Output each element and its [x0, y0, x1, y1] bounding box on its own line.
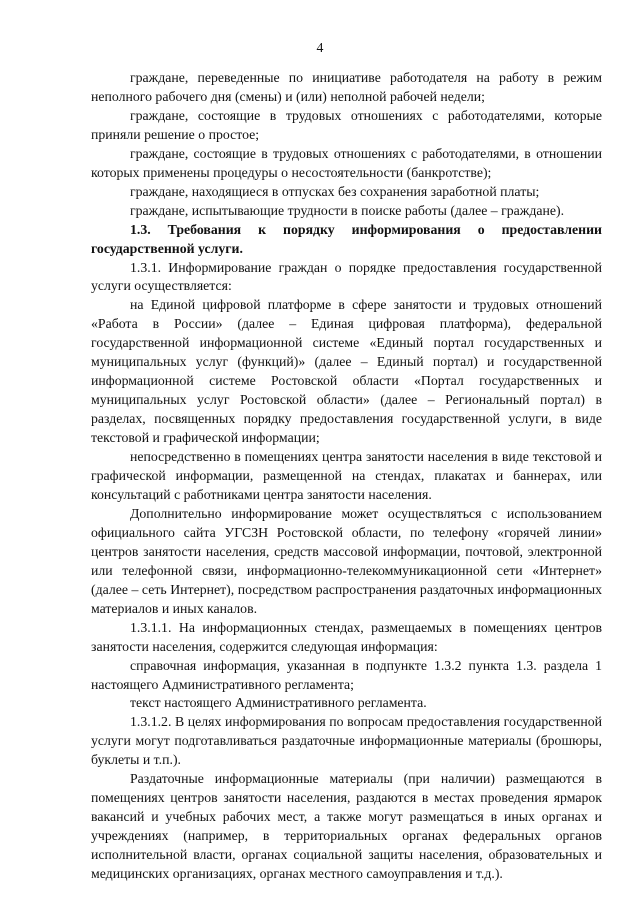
paragraph-8: на Единой цифровой платформе в сфере занятости и трудовых отношений «Работа в России» (далее – Единая цифровая платформа), федеральной государственной информационной системе «Единый портал государственных и муниципальных услуг (функций)» (далее – Единый портал) и государственной информационной системе Ростовской области «Портал государственных и муниципальных услуг Ростовской области» (далее – Региональный портал) в разделах, посвященных порядку предоставления государственной услуги, в виде текстовой и графической информации; — [91, 297, 602, 446]
paragraph-2: граждане, состоящие в трудовых отношениях с работодателями, которые приняли решение о простое; — [91, 107, 602, 142]
paragraph-3: граждане, состоящие в трудовых отношениях с работодателями, в отношении которых применены процедуры о несостоятельности (банкротстве); — [91, 145, 602, 180]
paragraph-12: справочная информация, указанная в подпункте 1.3.2 пункта 1.3. раздела 1 настоящего Административного регламента; — [91, 657, 602, 692]
paragraph-9: непосредственно в помещениях центра занятости населения в виде текстовой и графической информации, размещенной на стендах, плакатах и баннерах, или консультаций с работниками центра занятости населения. — [91, 449, 602, 502]
paragraph-11: 1.3.1.1. На информационных стендах, размещаемых в помещениях центров занятости населения, содержится следующая информация: — [91, 619, 602, 654]
paragraph-15: Раздаточные информационные материалы (при наличии) размещаются в помещениях центров занятости населения, раздаются в местах проведения ярмарок вакансий и учебных рабочих мест, а также могут размещаться в иных органах и учреждениях (например, в территориальных органах федеральных органов исполнительной власти, органах социальной защиты населения, образовательных и медицинских организациях, органах местного самоуправления и т.д.). — [91, 771, 602, 882]
paragraph-10: Дополнительно информирование может осуществляться с использованием официального сайта УГСЗН Ростовской области, по телефону «горячей линии» центров занятости населения, средств массовой информации, почтовой, электронной или телефонной связи, информационно-телекоммуникационной сети «Интернет» (далее – сеть Интернет), посредством распространения раздаточных информационных материалов и иных каналов. — [91, 505, 602, 616]
document-body — [91, 69, 602, 884]
paragraph-1: граждане, переведенные по инициативе работодателя на работу в режим неполного рабочего дня (смены) и (или) неполной рабочей недели; — [91, 70, 602, 104]
page-number: 4 — [316, 40, 324, 55]
paragraph-5: граждане, испытывающие трудности в поиске работы (далее – граждане). — [130, 202, 565, 218]
section-heading-1-3: 1.3. Требования к порядку информирования о предоставлении государственной услуги. — [91, 221, 602, 256]
paragraph-13: текст настоящего Административного регламента. — [130, 695, 427, 711]
paragraph-14: 1.3.1.2. В целях информирования по вопросам предоставления государственной услуги могут подготавливаться раздаточные информационные материалы (брошюры, буклеты и т.п.). — [91, 714, 602, 768]
paragraph-4: граждане, находящиеся в отпусках без сохранения заработной платы; — [130, 183, 540, 199]
paragraph-7: 1.3.1. Информирование граждан о порядке предоставления государственной услуги осуществляется: — [91, 259, 602, 294]
